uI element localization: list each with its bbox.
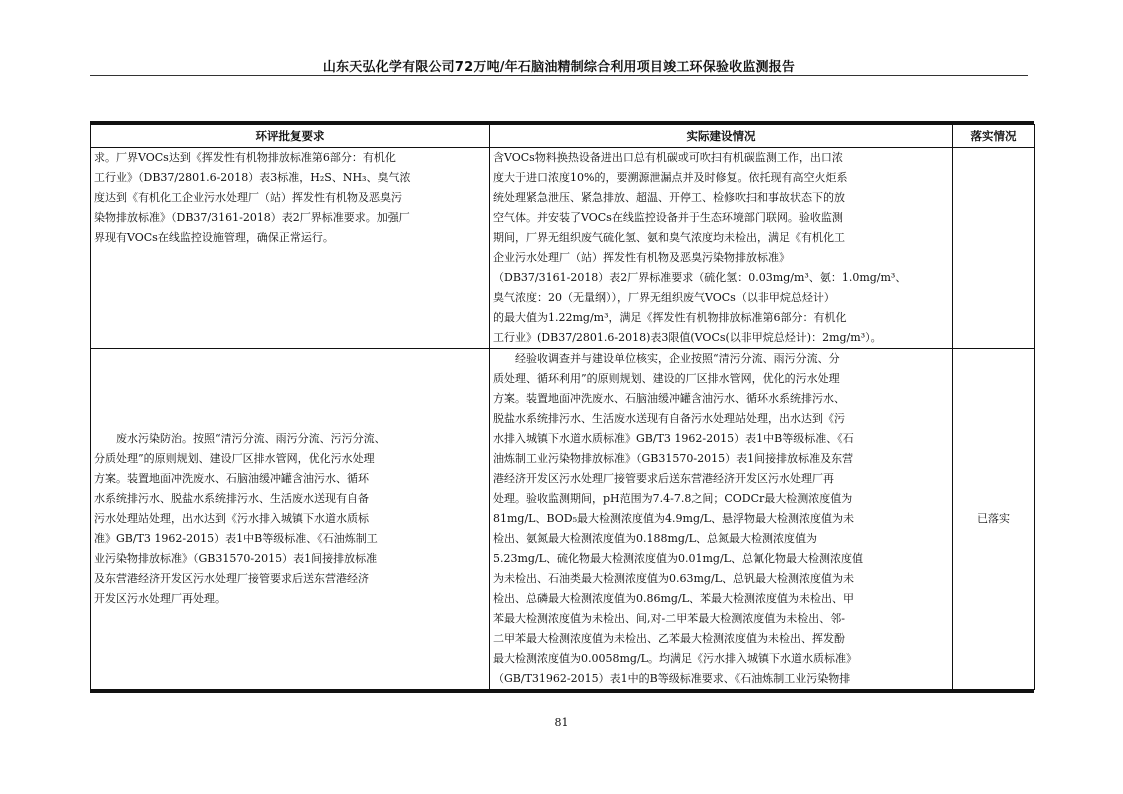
- report-title: 山东天弘化学有限公司72万吨/年石脑油精制综合利用项目竣工环保验收监测报告: [322, 60, 796, 75]
- implementation-line: 工行业》(DB37/2801.6-2018)表3限值(VOCs(以非甲烷总烃计)：2mg/m³）。: [493, 331, 882, 344]
- requirement-line: 废水污染防治。按照“清污分流、雨污分流、污污分流、: [94, 432, 386, 445]
- column-header-status: 落实情况: [953, 125, 1035, 148]
- requirement-line: 污水处理站处理，出水达到《污水排入城镇下水道水质标: [94, 512, 369, 525]
- status-cell: [953, 148, 1035, 349]
- requirement-line: 业污染物排放标准》（GB31570-2015）表1间接排放标准: [94, 552, 378, 565]
- implementation-line: 经验收调查并与建设单位核实，企业按照“清污分流、雨污分流、分: [493, 352, 840, 365]
- implementation-line: 港经济开发区污水处理厂接管要求后送东营港经济开发区污水处理厂再: [493, 472, 834, 485]
- implementation-line: 空气体。并安装了VOCs在线监控设备并于生态环境部门联网。验收监测: [493, 211, 843, 224]
- requirement-cell: [91, 148, 490, 349]
- requirement-line: 准》GB/T3 1962-2015）表1中B等级标准、《石油炼制工: [94, 532, 378, 545]
- implementation-line: 脱盐水系统排污水、生活废水送现有自备污水处理站处理，出水达到《污: [493, 412, 845, 425]
- page-number: 81: [554, 716, 569, 729]
- requirement-line: 求。厂界VOCs达到《挥发性有机物排放标准第6部分：有机化: [94, 151, 396, 164]
- implementation-line: 为未检出、石油类最大检测浓度值为0.63mg/L、总钒最大检测浓度值为未: [493, 572, 854, 585]
- status-cell: 已落实: [953, 349, 1035, 690]
- title-rule: [90, 75, 1028, 76]
- implementation-line: （GB/T31962-2015）表1中的B等级标准要求、《石油炼制工业污染物排: [493, 672, 851, 685]
- implementation-line: 检出、氨氮最大检测浓度值为0.188mg/L、总氮最大检测浓度值为: [493, 532, 817, 545]
- implementation-line: 处理。验收监测期间，pH范围为7.4-7.8之间；CODCr最大检测浓度值为: [493, 492, 853, 505]
- requirement-line: 界现有VOCs在线监控设施管理，确保正常运行。: [94, 231, 334, 244]
- requirement-line: 工行业》（DB37/2801.6-2018）表3标准，H₂S、NH₃、臭气浓: [94, 171, 411, 184]
- implementation-line: 5.23mg/L、硫化物最大检测浓度值为0.01mg/L、总氰化物最大检测浓度值: [493, 552, 863, 565]
- implementation-line: 二甲苯最大检测浓度值为未检出、乙苯最大检测浓度值为未检出、挥发酚: [493, 632, 845, 645]
- implementation-cell: [490, 148, 953, 349]
- implementation-line: 统处理紧急泄压、紧急排放、超温、开停工、检修吹扫和事故状态下的放: [493, 191, 845, 204]
- table-row: [91, 349, 1035, 690]
- implementation-line: 的最大值为1.22mg/m³，满足《挥发性有机物排放标准第6部分：有机化: [493, 311, 847, 324]
- implementation-line: 方案。装置地面冲洗废水、石脑油缓冲罐含油污水、循环水系统排污水、: [493, 392, 845, 405]
- implementation-line: 81mg/L、BOD₅最大检测浓度值为4.9mg/L、悬浮物最大检测浓度值为未: [493, 512, 854, 525]
- requirement-line: 水系统排污水、脱盐水系统排污水、生活废水送现有自备: [94, 492, 369, 505]
- implementation-line: 臭气浓度：20（无量纲）），厂界无组织废气VOCs（以非甲烷总烃计）: [493, 291, 835, 304]
- requirement-cell: [91, 349, 490, 690]
- requirement-line: 染物排放标准》（DB37/3161-2018）表2厂界标准要求。加强厂: [94, 211, 410, 224]
- implementation-line: 期间，厂界无组织废气硫化氢、氨和臭气浓度均未检出，满足《有机化工: [493, 231, 845, 244]
- implementation-line: 水排入城镇下水道水质标准》GB/T3 1962-2015）表1中B等级标准、《石: [493, 432, 854, 445]
- requirement-line: 方案。装置地面冲洗废水、石脑油缓冲罐含油污水、循环: [94, 472, 369, 485]
- implementation-line: 油炼制工业污染物排放标准》（GB31570-2015）表1间接排放标准及东营: [493, 452, 854, 465]
- table-row: [91, 148, 1035, 349]
- implementation-line: 度大于进口浓度10%的，要溯源泄漏点并及时修复。依托现有高空火炬系: [493, 171, 848, 184]
- compliance-table: [90, 121, 1034, 693]
- implementation-line: 质处理、循环利用”的原则规划、建设的厂区排水管网，优化的污水处理: [493, 372, 840, 385]
- implementation-line: 最大检测浓度值为0.0058mg/L。均满足《污水排入城镇下水道水质标准》: [493, 652, 857, 665]
- implementation-line: （DB37/3161-2018）表2厂界标准要求（硫化氢：0.03mg/m³、氨：1.0mg/m³、: [493, 271, 907, 284]
- requirement-line: 开发区污水处理厂再处理。: [94, 592, 226, 605]
- implementation-line: 企业污水处理厂（站）挥发性有机物及恶臭污染物排放标准》: [493, 251, 790, 264]
- column-header-implementation: 实际建设情况: [490, 125, 953, 148]
- requirement-line: 度达到《有机化工企业污水处理厂（站）挥发性有机物及恶臭污: [94, 191, 402, 204]
- implementation-line: 含VOCs物料换热设备进出口总有机碳或可吹扫有机碳监测工作，出口浓: [493, 151, 843, 164]
- implementation-cell: [490, 349, 953, 690]
- implementation-line: 苯最大检测浓度值为未检出、间,对-二甲苯最大检测浓度值为未检出、邻-: [493, 612, 845, 625]
- column-header-requirement: 环评批复要求: [91, 125, 490, 148]
- requirement-line: 分质处理”的原则规划、建设厂区排水管网，优化污水处理: [94, 452, 375, 465]
- implementation-line: 检出、总磷最大检测浓度值为0.86mg/L、苯最大检测浓度值为未检出、甲: [493, 592, 854, 605]
- table-header-row: [91, 125, 1035, 148]
- requirement-line: 及东营港经济开发区污水处理厂接管要求后送东营港经济: [94, 572, 369, 585]
